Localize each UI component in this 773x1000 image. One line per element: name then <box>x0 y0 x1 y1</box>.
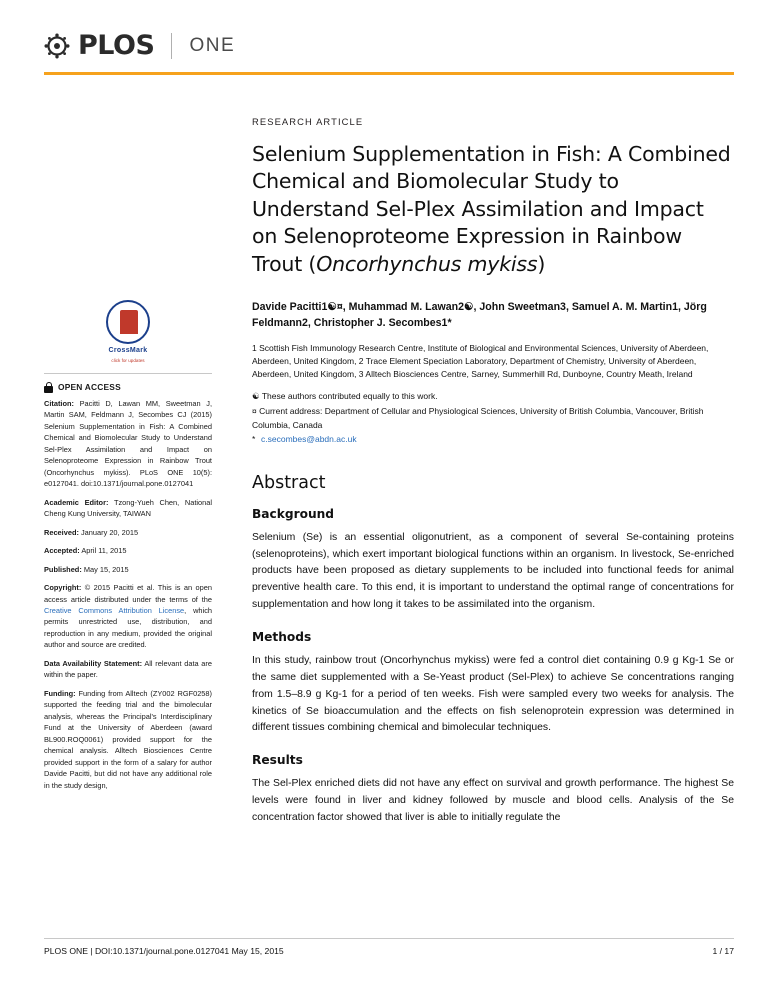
editor-text: Tzong-Yueh Chen, National Cheng Kung University, TAIWAN <box>44 497 212 519</box>
corresponding-author-note <box>252 433 734 447</box>
equal-contribution-note: ☯ These authors contributed equally to this work. <box>252 391 438 402</box>
editor-block <box>44 497 212 520</box>
data-availability-label: Data Availability Statement: <box>44 658 143 668</box>
plos-circle-logo <box>44 33 70 59</box>
open-access-label: OPEN ACCESS <box>58 381 121 392</box>
plos-wordmark: PLOS <box>78 30 155 61</box>
data-availability-block <box>44 658 212 681</box>
crossmark-sublabel: click for updates <box>111 357 145 363</box>
published-text: May 15, 2015 <box>81 564 129 574</box>
section-heading-methods: Methods <box>252 630 312 644</box>
copyright-block <box>44 582 212 651</box>
author-notes <box>252 390 734 446</box>
crossmark-icon <box>106 300 150 344</box>
citation-text: Pacitti D, Lawan MM, Sweetman J, Martin SAM, Feldmann J, Secombes CJ (2015) Selenium Supplementation in Fish: A Combined Chemical and Biomolecular Study to Understand Sel-Plex Assimilation and Impact on Selenoproteome Expression in Rainbow Trout (Oncorhynchus mykiss). PLoS ONE 10(5): e0127041. doi:10.1371/journal.pone.0127041 <box>44 398 212 489</box>
page-footer <box>44 946 734 956</box>
title-species: Oncorhynchus mykiss <box>316 251 538 276</box>
journal-name: ONE <box>189 34 236 56</box>
creative-commons-link[interactable]: Creative Commons Attribution License <box>44 606 185 615</box>
header-rule <box>44 72 734 75</box>
title-part2: ) <box>537 251 546 276</box>
copyright-text-before: © 2015 Pacitti et al. This is an open access article distributed under the terms of the <box>44 583 212 604</box>
page-title <box>252 141 734 278</box>
section-text-methods: In this study, rainbow trout (Oncorhynchus mykiss) were fed a control diet containing 0.9 g Kg-1 Se or the same diet supplemented with a Se-Yeast product (Sel-Plex) to achieve Se concentrations ranging from 1.5–8.9 g Kg-1 for a period of ten weeks. Fish were sampled every two weeks for analysis. The kinetics of Se bioaccumulation and the effects on fish selenoprotein expression was determined in different tissues combining chemical and bimolecular techniques. <box>252 655 734 734</box>
section-heading-background: Background <box>252 506 335 521</box>
author-list: Davide Pacitti1☯¤, Muhammad M. Lawan2☯, John Sweetman3, Samuel A. M. Martin1, Jörg Feldmann2, Christopher J. Secombes1* <box>252 301 707 330</box>
affiliations: 1 Scottish Fish Immunology Research Centre, Institute of Biological and Environmental Sciences, University of Aberdeen, Aberdeen, United Kingdom, 2 Trace Element Speciation Laboratory, Department of Chemistry, University of Aberdeen, Aberdeen, United Kingdom, 3 Alltech Biosciences Centre, Sarney, Summerhill Rd, Dunboyne, Country Meath, Ireland <box>252 342 709 379</box>
corresponding-email-link[interactable]: c.secombes@abdn.ac.uk <box>261 434 357 445</box>
funding-label: Funding: <box>44 688 76 698</box>
citation-block <box>44 398 212 490</box>
copyright-label: Copyright: <box>44 583 82 593</box>
accepted-block <box>44 545 212 556</box>
current-address-note: ¤ Current address: Department of Cellular and Physiological Sciences, University of British Columbia, Vancouver, British Columbia, Canada <box>252 406 704 430</box>
copyright-text-after: , which permits unrestricted use, distribution, and reproduction in any medium, provided the original author and source are credited. <box>44 606 212 650</box>
received-block <box>44 527 212 538</box>
section-heading-results: Results <box>252 753 303 768</box>
corresponding-symbol: * <box>252 434 256 445</box>
funding-block <box>44 688 212 791</box>
funding-text: Funding from Alltech (ZY002 RGF0258) supported the feeding trial and the bimolecular analysis, whereas the Principal's Interdisciplinary Fund at the University of Aberdeen (award BL900.ROQ0061) provided support for the chemical analysis. Alltech Biosciences Centre provided support in the form of a salary for author Davide Pacitti, but did not have any additional role in the study design, <box>44 688 212 790</box>
article-column <box>252 116 734 843</box>
crossmark-label: CrossMark <box>108 347 148 354</box>
editor-label: Academic Editor: <box>44 497 109 507</box>
metadata-sidebar <box>44 300 212 798</box>
data-availability-text: All relevant data are within the paper. <box>44 658 212 680</box>
sidebar-divider <box>44 373 212 374</box>
footer-citation: PLOS ONE | DOI:10.1371/journal.pone.0127041 May 15, 2015 <box>44 946 284 956</box>
lock-open-icon <box>44 382 53 393</box>
plos-logo[interactable] <box>44 30 734 61</box>
received-text: January 20, 2015 <box>78 527 139 537</box>
received-label: Received: <box>44 527 79 537</box>
published-block <box>44 564 212 575</box>
open-access-badge <box>44 381 212 394</box>
crossmark-badge[interactable] <box>93 300 163 364</box>
published-label: Published: <box>44 564 82 574</box>
title-part1: Selenium Supplementation in Fish: A Combined Chemical and Biomolecular Study to Understand Sel-Plex Assimilation and Impact on Selenoproteome Expression in Rainbow Trout ( <box>252 142 731 276</box>
citation-label: Citation: <box>44 398 74 408</box>
page-number: 1 / 17 <box>712 946 734 956</box>
section-text-results: The Sel-Plex enriched diets did not have any effect on survival and growth performance. The highest Se levels were found in liver and kidney followed by muscle and blood cells. Analysis of the Se concentration factor showed that liver is able to initially regulate the <box>252 778 734 823</box>
accepted-text: April 11, 2015 <box>79 546 127 556</box>
footer-divider <box>44 938 734 939</box>
article-type-kicker: RESEARCH ARTICLE <box>252 116 364 127</box>
section-text-background: Selenium (Se) is an essential oligonutrient, as a component of several Se-containing proteins (selenoproteins), which exert important biological functions within an organism. In livestock, Se-enriched products have been proposed as dietary supplements to be included into functional feeds for animal preventive health care. To this end, it is important to understand the optimal range of concentrations for supplementation and how long it takes to be assimilated into the organism. <box>252 531 734 611</box>
logo-divider <box>171 33 172 59</box>
accepted-label: Accepted: <box>44 546 80 556</box>
abstract-heading: Abstract <box>252 472 326 493</box>
